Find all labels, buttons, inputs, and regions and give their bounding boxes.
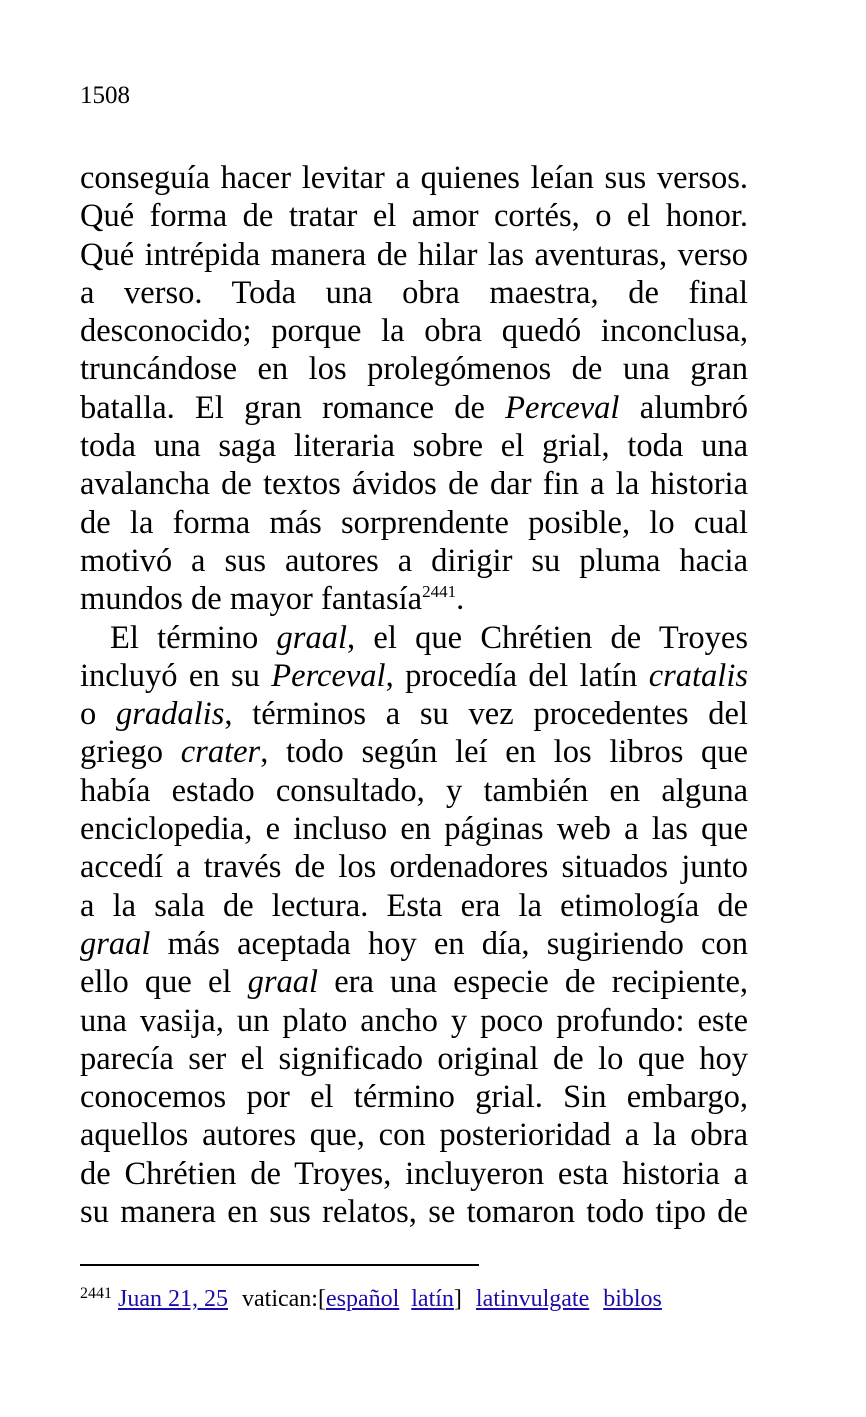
bracket-close: ] [453,1286,462,1312]
link-juan[interactable]: Juan 21, 25 [118,1286,228,1312]
text-line [80,580,748,618]
link-espanol[interactable]: español [325,1286,400,1312]
text-run: , el que Chrétien de Troyes [346,619,749,656]
text-line: una vasija, un plato ancho y poco profundo: este [80,1002,748,1039]
text-line: Qué intrépida manera de hilar las aventuras, verso [80,236,748,273]
body-text [80,159,748,1231]
text-line [80,619,748,657]
text-run: ello que el [80,964,248,1001]
text-run: mundos de mayor fantasía [80,581,423,618]
text-line: enciclopedia, e incluso en páginas web a las que [80,811,748,848]
link-latinvulgate[interactable]: latinvulgate [475,1286,590,1312]
page-number: 1508 [80,82,130,109]
text-line: truncándose en los prolegómenos de una gran [80,351,748,388]
text-line [80,925,748,963]
footnote [80,1283,662,1315]
text-line: de la forma más sorprendente posible, lo cual [80,504,748,541]
text-line [80,657,748,695]
text-line: conocemos por el término grial. Sin embargo, [80,1079,748,1116]
text-line: Qué forma de tratar el amor cortés, o el honor. [80,198,748,235]
text-line: accedí a través de los ordenadores situados junto [80,849,748,886]
text-line: desconocido; porque la obra quedó inconclusa, [80,313,748,350]
vatican-label: vatican:[ [242,1286,326,1312]
text-line: parecía ser el significado original de lo que hoy [80,1040,748,1077]
italic-term: graal [276,619,347,656]
text-line: a la sala de lectura. Esta era la etimología de [80,887,748,924]
text-run: incluyó en su [80,657,272,694]
link-latin[interactable]: latín [411,1286,454,1312]
text-line: conseguía hacer levitar a quienes leían sus versos. [80,160,748,196]
text-line [80,963,748,1001]
text-run: más aceptada hoy en día, sugiriendo con [150,925,748,962]
text-line: a verso. Toda una obra maestra, de final [80,274,748,311]
text-run: , términos a su vez procedentes del [224,696,749,733]
paragraph-2 [80,619,748,1232]
italic-term: crater [180,734,261,771]
text-line: avalancha de textos ávidos de dar fin a la historia [80,466,748,503]
text-line: aquellos autores que, con posterioridad a la obra [80,1117,748,1154]
text-run: o [80,696,116,733]
text-line [80,389,748,427]
footnote-marker: 2441 [80,1285,112,1302]
text-line: motivó a sus autores a dirigir su pluma hacia [80,542,748,579]
italic-term: gradalis [116,696,225,733]
footnote-divider [80,1264,479,1266]
italic-term: graal [247,964,319,1001]
text-run: , procedía del latín [385,657,649,694]
italic-title: Perceval [271,657,386,694]
text-run: , todo según leí en los libros que [260,734,748,771]
text-run: era una especie de recipiente, [318,964,748,1001]
text-line [80,733,748,771]
text-line: toda una saga literaria sobre el grial, toda una [80,428,748,465]
text-line [80,695,748,733]
text-line: había estado consultado, y también en alguna [80,772,748,809]
text-run: alumbró [619,389,749,426]
text-run: . [456,581,465,618]
text-line: su manera en sus relatos, se tomaron todo tipo de [80,1194,748,1231]
text-run: El término [110,619,277,656]
italic-term: graal [80,925,151,962]
text-run: griego [80,734,181,771]
paragraph-1 [80,159,748,619]
italic-term: cratalis [648,657,748,694]
text-run: batalla. El gran romance de [80,389,506,426]
link-biblos[interactable]: biblos [603,1286,662,1312]
text-line: de Chrétien de Troyes, incluyeron esta historia a [80,1155,748,1192]
italic-title: Perceval [505,389,620,426]
footnote-reference[interactable]: 2441 [422,582,457,602]
